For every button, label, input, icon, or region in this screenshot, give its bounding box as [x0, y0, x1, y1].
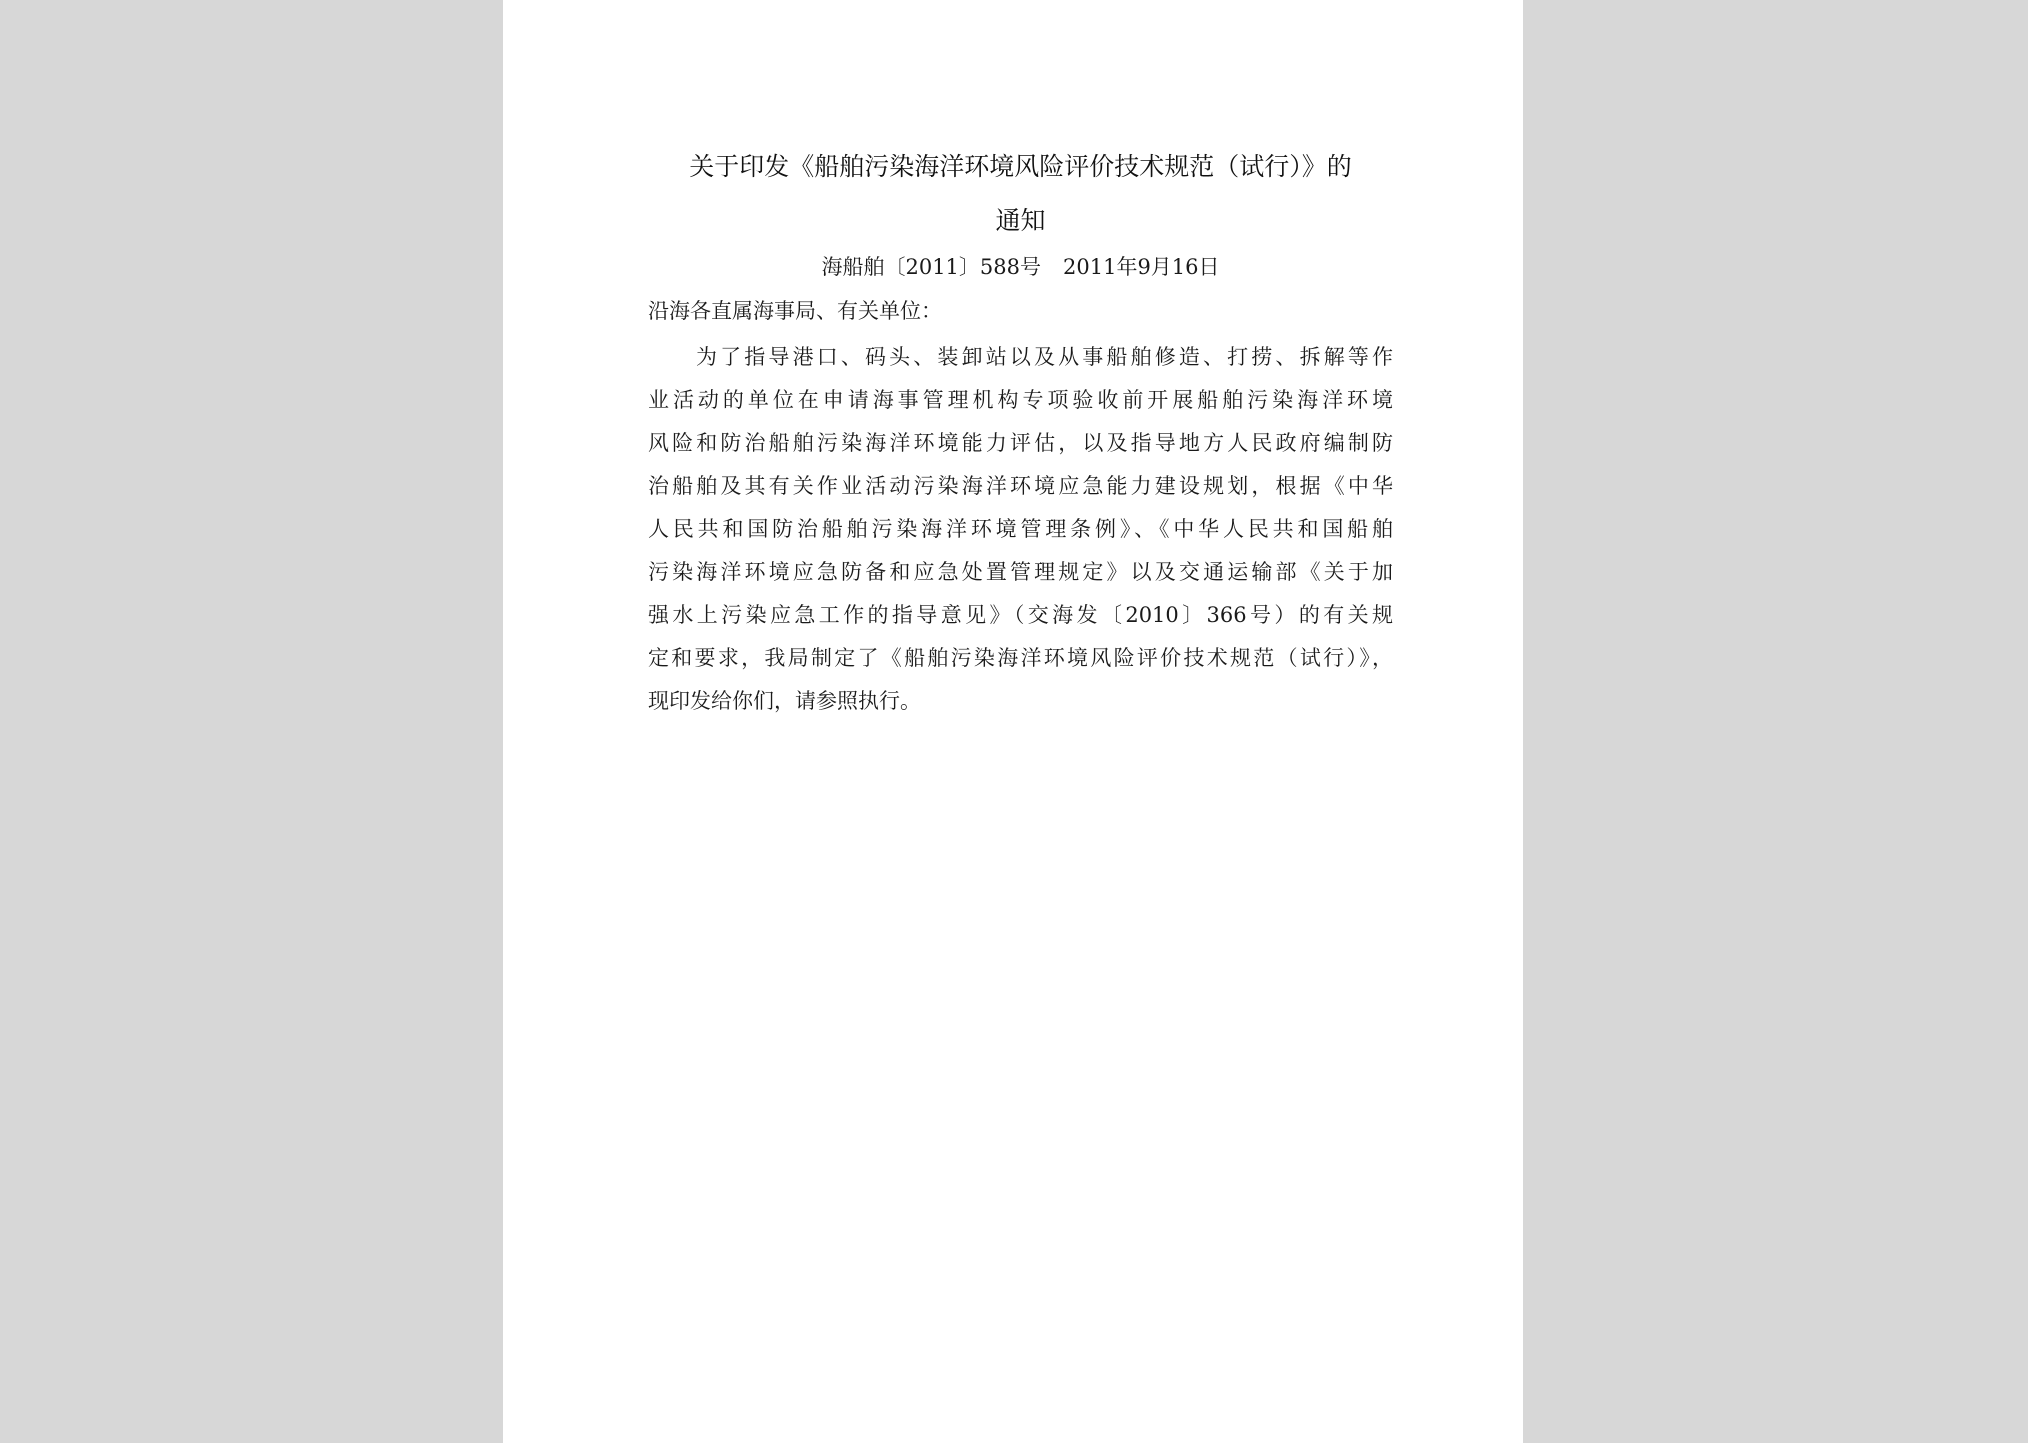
body-line: 污染海洋环境应急防备和应急处置管理规定》以及交通运输部《关于加	[648, 560, 1393, 584]
body-paragraph	[648, 336, 1393, 723]
document-reference	[648, 252, 1393, 282]
document-date: 2011年9月16日	[1063, 255, 1220, 279]
body-line: 业活动的单位在申请海事管理机构专项验收前开展船舶污染海洋环境	[648, 388, 1393, 412]
body-line: 治船舶及其有关作业活动污染海洋环境应急能力建设规划，根据《中华	[648, 474, 1393, 498]
title-line-2: 通知	[995, 206, 1046, 235]
body-line: 现印发给你们，请参照执行。	[648, 689, 921, 713]
body-line: 强水上污染应急工作的指导意见》（交海发〔2010〕366号）的有关规	[648, 603, 1393, 627]
body-line: 人民共和国防治船舶污染海洋环境管理条例》、《中华人民共和国船舶	[648, 517, 1393, 541]
document-title	[648, 140, 1393, 248]
salutation: 沿海各直属海事局、有关单位：	[648, 299, 942, 323]
document-number: 海船舶〔2011〕588号	[821, 255, 1041, 279]
body-line: 为了指导港口、码头、装卸站以及从事船舶修造、打捞、拆解等作	[696, 345, 1393, 369]
body-line: 风险和防治船舶污染海洋环境能力评估，以及指导地方人民政府编制防	[648, 431, 1393, 455]
title-line-1: 关于印发《船舶污染海洋环境风险评价技术规范（试行）》的	[689, 152, 1352, 181]
document-page	[503, 0, 1523, 1443]
body-line: 定和要求，我局制定了《船舶污染海洋环境风险评价技术规范（试行）》，	[648, 646, 1393, 670]
document-content	[648, 140, 1393, 723]
